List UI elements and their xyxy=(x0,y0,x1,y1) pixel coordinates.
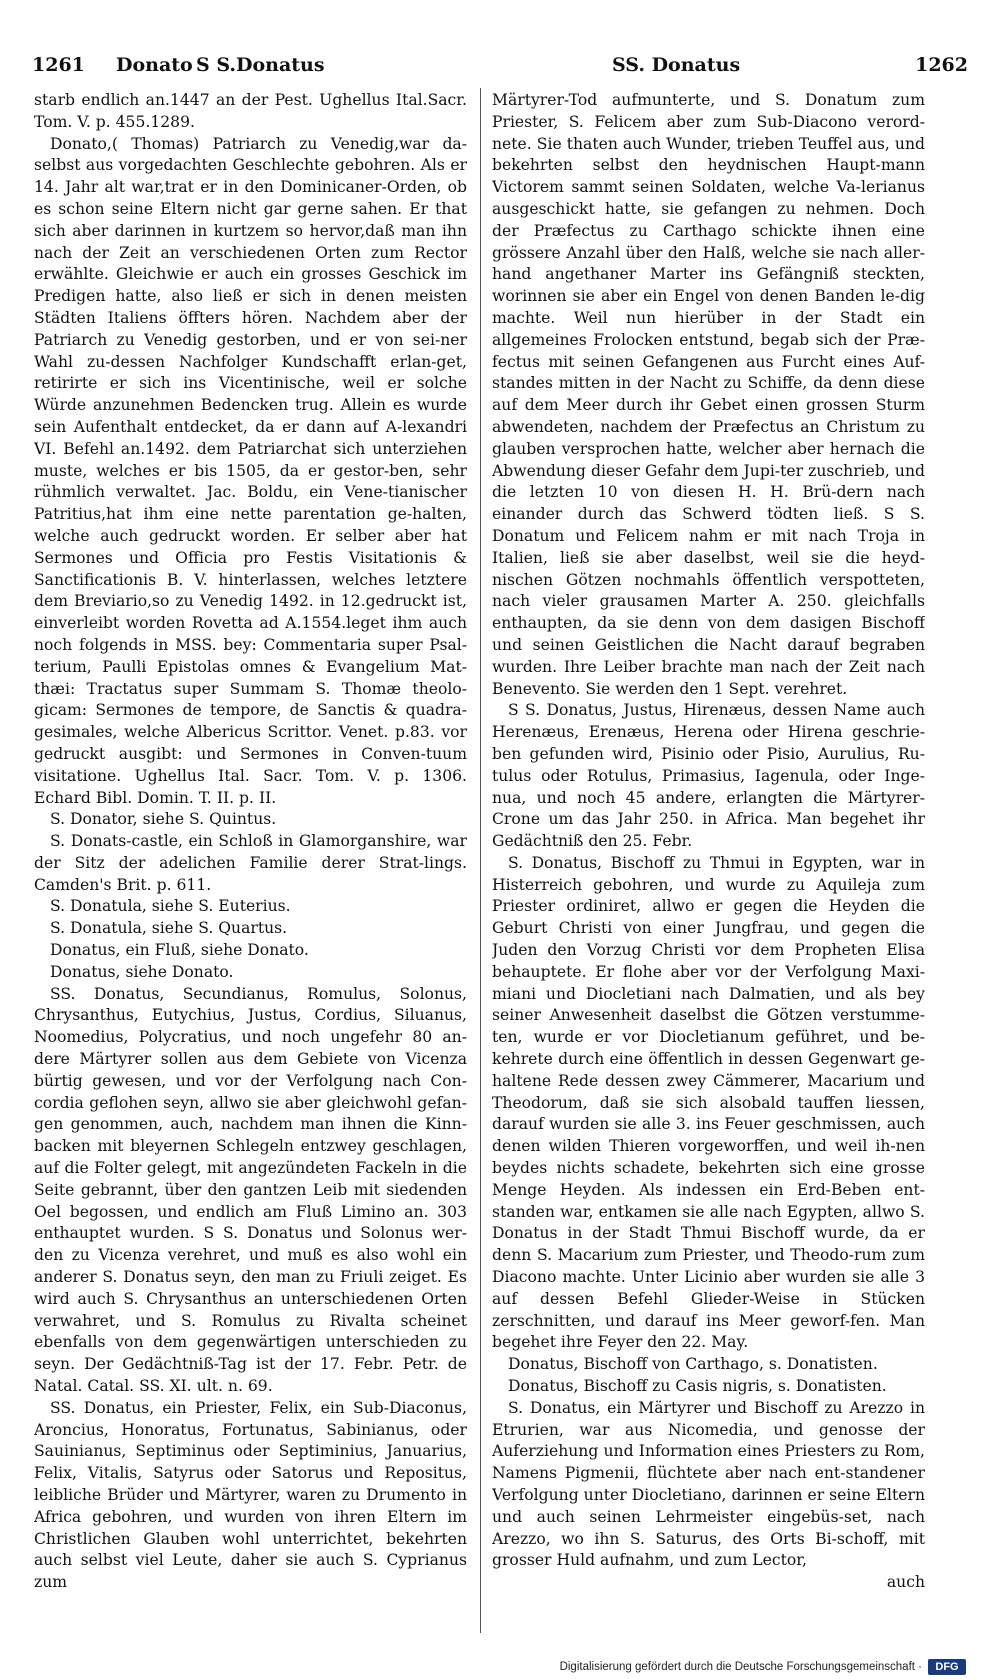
running-title-right: SS. Donatus xyxy=(612,54,741,76)
paragraph: Donatus, Bischoff zu Casis nigris, s. Donatisten. xyxy=(508,1377,887,1396)
paragraph: starb endlich an.1447 an der Pest. Ughellus Ital.Sacr. Tom. V. p. 455.1289. xyxy=(34,91,467,131)
page-number-right: 1262 xyxy=(915,54,968,76)
page-number-left: 1261 xyxy=(32,54,85,76)
paragraph: S. Donatula, siehe S. Quartus. xyxy=(50,919,288,938)
paragraph: SS. Donatus, ein Priester, Felix, ein Sub-Diaconus, Aroncius, Honoratus, Fortunatus, Sabinianus, oder Sauinianus, Septiminus oder Septiminius, Januarius, Felix, Vitalis, Satyrus oder Satorus und Repositus, leibliche Brüder und Märtyrer, waren zu Drumento in Africa gebohren, und wurden von ihren Eltern im Christlichen Glauben wohl unterrichtet, bekehrten auch selbst viel Leute, daher sie auch S. Cyprianus zum xyxy=(34,1398,467,1592)
paragraph: S S. Donatus, Justus, Hirenæus, dessen Name auch Herenæus, Erenæus, Herena oder Hirena geschrie-ben gefunden wird, Pisinio oder Pisio, Aurulius, Ru-tulus oder Rotulus, Primasius, Iagenula, oder Inge-nua, und noch 45 andere, erlangten die Märtyrer-Crone um das Jahr 250. in Africa. Man begehet ihr Gedächtniß den 25. Febr. xyxy=(492,701,925,851)
paragraph: S. Donatus, ein Märtyrer und Bischoff zu Arezzo in Etrurien, war aus Nicomedia, und genosse der Auferziehung und Information eines Priesters zu Rom, Namens Pigmenii, flüchtete aber nach ent-standener Verfolgung unter Diocletiano, darinnen er seine Eltern und auch seinen Lehrmeister eingebüs-set, nach Arezzo, wo ihn S. Saturus, des Orts Bi-schoff, mit grosser Huld aufnahm, und zum Lector, xyxy=(492,1398,925,1570)
paragraph: Märtyrer-Tod aufmunterte, und S. Donatum zum Priester, S. Felicem aber zum Sub-Diacono verord-nete. Sie thaten auch Wunder, trieben Teuffel aus, und bekehrten selbst den heydnischen Haupt-mann Victorem sammt seinen Soldaten, welche Va-lerianus ausgeschickt hatte, sie gefangen zu nehmen. Doch der Præfectus zu Carthago schickte ihnen eine grössere Anzahl über den Halß, welche sie nach aller-hand angethaner Marter ins Gefängniß steckten, worinnen sie aber ein Engel von denen Banden le-dig machte. Weil nun hierüber in der Stadt ein allgemeines Frolocken entstund, begab sich der Præ-fectus mit seinen Gefangenen aus Furcht eines Auf-standes mitten in der Nacht zu Schiffe, da denn diese auf dem Meer durch ihr Gebet einen grossen Sturm abwendeten, nachdem der Præfectus an Christum zu glauben versprochen hatte, welcher aber hernach die Abwendung dieser Gefahr dem Jupi-ter zuschrieb, und die letzten 10 von diesen H. H. Brü-dern nach einander durch das Schwerd tödten ließ. S S. Donatum und Felicem nahm er mit nach Troja in Italien, ließ sie aber daselbst, weil sie die heyd-nischen Götzen nochmahls öffentlich verspotteten, nach vieler grausamen Marter A. 250. gleichfalls enthaupten, da sie denn von dem dasigen Bischoff und seinen Geistlichen die Nacht darauf begraben wurden. Ihre Leiber brachte man nach der Zeit nach Benevento. Sie werden den 1 Sept. verehret. xyxy=(492,91,925,698)
column-divider xyxy=(480,88,481,1633)
right-column xyxy=(492,90,925,1630)
dfg-logo: DFG xyxy=(928,1659,966,1675)
paragraph: S. Donatula, siehe S. Euterius. xyxy=(50,897,291,916)
left-column xyxy=(34,90,467,1630)
catchword: auch xyxy=(886,1573,925,1592)
paragraph: S. Donats-castle, ein Schloß in Glamorganshire, war der Sitz der adelichen Familie derer Strat-lings. Camden's Brit. p. 611. xyxy=(34,832,467,894)
paragraph: Donatus, siehe Donato. xyxy=(50,962,234,981)
running-title-left: S S.Donatus xyxy=(196,54,325,76)
book-page xyxy=(28,48,972,1638)
paragraph: Donatus, Bischoff von Carthago, s. Donatisten. xyxy=(508,1355,878,1374)
digitization-footer xyxy=(0,1658,1000,1679)
funding-credit: Digitalisierung gefördert durch die Deutsche Forschungsgemeinschaft · xyxy=(559,1661,922,1673)
running-header xyxy=(28,48,972,86)
catchword-left: Donato xyxy=(116,54,193,76)
paragraph: Donatus, ein Fluß, siehe Donato. xyxy=(50,941,309,960)
paragraph: SS. Donatus, Secundianus, Romulus, Solonus, Chrysanthus, Eutychius, Justus, Cordius, Siluanus, Noomedius, Polycratius, und noch ungefehr 80 an-dere Märtyrer sollen aus dem Gebiete von Vicenza bürtig gewesen, und vor der Verfolgung nach Con-cordia geflohen seyn, allwo sie aber gleichwohl gefan-gen genommen, auch, nachdem man ihnen die Kinn-backen mit bleyernen Schlegeln entzwey geschlagen, auf die Folter gelegt, mit angezündeten Fackeln in die Seite gebrannt, über den gantzen Leib mit siedenden Oel begossen, und endlich am Fluß Limino an. 303 enthauptet wurden. S S. Donatus und Solonus wer-den zu Vicenza verehret, und muß es also wohl ein anderer S. Donatus seyn, den man zu Friuli zeiget. Es wird auch S. Chrysanthus an unterschiedenen Orten verwahret, und S. Romulus zu Rivalta scheinet ebenfalls von dem gegenwärtigen unterschieden zu seyn. Der Gedächtniß-Tag ist der 17. Febr. Petr. de Natal. Catal. SS. XI. ult. n. 69. xyxy=(34,984,467,1396)
paragraph: S. Donatus, Bischoff zu Thmui in Egypten, war in Histerreich gebohren, und wurde zu Aquileja zum Priester ordiniret, allwo er gegen die Heyden die Geburt Christi von einer Jungfrau, und gegen die Juden den Vorzug Christi vor dem Propheten Elisa behauptete. Er flohe aber vor der Verfolgung Maxi-miani und Diocletiani nach Dalmatien, und als bey seiner Anwesenheit daselbst die Götzen verstumme-ten, wurde er vor Diocletianum geführet, und be-kehrete durch eine öffentlich in dessen Gegenwart ge-haltene Rede dessen zwey Cämmerer, Macarium und Theodorum, daß sie sich alsobald tauffen liessen, darauf wurden sie alle 3. ins Feuer geschmissen, auch denen wilden Thieren vorgeworffen, und weil ih-nen beydes nichts schadete, bekehrten sich eine grosse Menge Heyden. Als indessen ein Erd-Beben ent-standen war, entkamen sie alle nach Egypten, allwo S. Donatus in der Stadt Thmui Bischoff wurde, da er denn S. Macarium zum Priester, und Theodo-rum zum Diacono machte. Unter Licinio aber wurden sie alle 3 auf dessen Befehl Glieder-Weise in Stücken zerschnitten, und darauf ins Meer geworf-fen. Man begehet ihre Feyer den 22. May. xyxy=(492,853,925,1352)
paragraph: S. Donator, siehe S. Quintus. xyxy=(50,810,277,829)
paragraph: Donato,( Thomas) Patriarch zu Venedig,war da-selbst aus vorgedachten Geschlechte gebohren. Als er 14. Jahr alt war,trat er in den Dominicaner-Orden, ob es schon seine Eltern nicht gar gerne sahen. Er that sich aber darinnen in kurtzem so hervor,daß man ihn nach der Zeit an verschiedenen Orten zum Rector erwählte. Gleichwie er auch ein grosses Geschick im Predigen hatte, also ließ er sich in denen meisten Städten Italiens öffters hören. Nachdem aber der Patriarch zu Venedig gestorben, und er von sei-ner Wahl zu-dessen Nachfolger Kundschafft erlan-get, retirirte er sich ins Vicentinische, weil er solche Würde anzunehmen Bedencken trug. Allein es wurde sein Aufenthalt entdecket, da er dann auf A-lexandri VI. Befehl an.1492. dem Patriarchat sich unterziehen muste, welches er bis 1505, da er gestor-ben, sehr rühmlich verwaltet. Jac. Boldu, ein Vene-tianischer Patritius,hat ihm eine nette parentation ge-halten, welche auch gedruckt worden. Er selber aber hat Sermones und Officia pro Festis Visitationis & Sanctificationis B. V. hinterlassen, welches letztere dem Breviario,so zu Venedig 1492. in 12.gedruckt ist, einverleibt worden Rovetta ad A.1554.leget ihm auch noch folgends in MSS. bey: Commentaria super Psal-terium, Paulli Epistolas omnes & Evangelium Mat-thæi: Tractatus super Summam S. Thomæ theolo-gicam: Sermones de tempore, de Sanctis & quadra-gesimales, welche Albericus Scrittor. Venet. p.83. vor gedruckt ausgibt: und Sermones in Conven-tuum visitatione. Ughellus Ital. Sacr. Tom. V. p. 1306. Echard Bibl. Domin. T. II. p. II. xyxy=(34,134,467,807)
